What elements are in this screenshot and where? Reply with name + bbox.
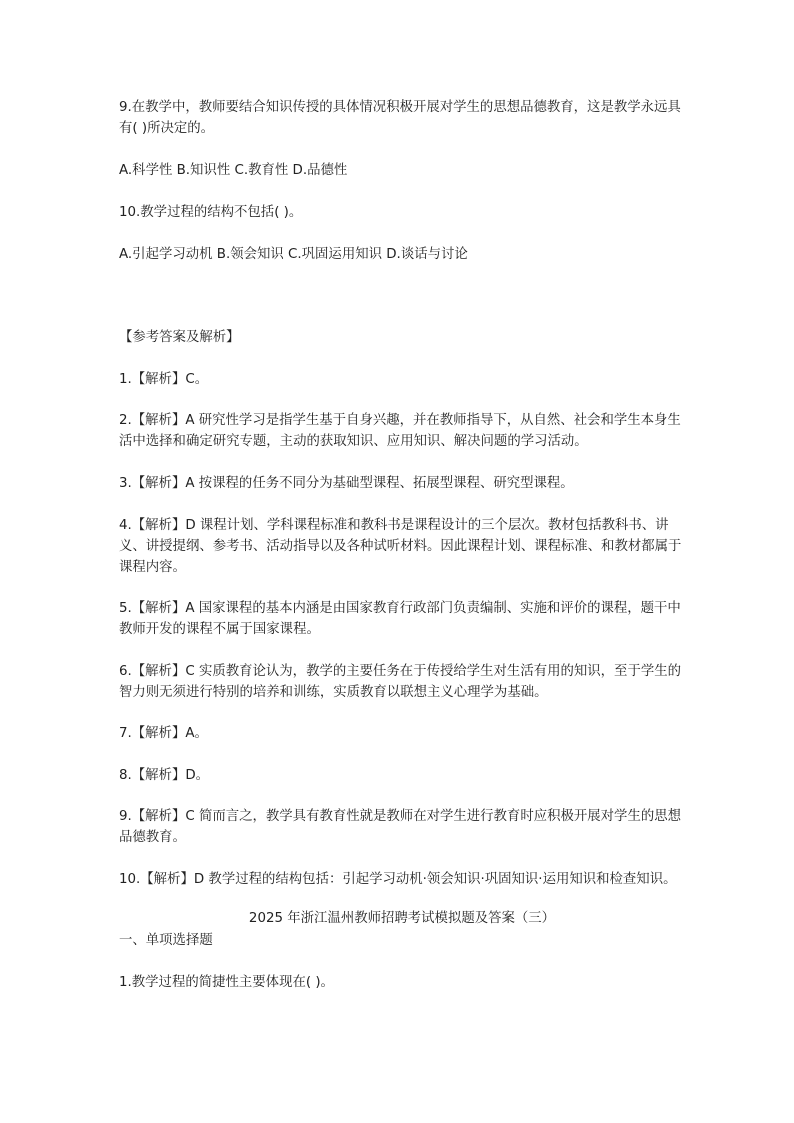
answer-item-9: 9.【解析】C 简而言之，教学具有教育性就是教师在对学生进行教育时应积极开展对学生的思想品德教育。 [119,809,682,845]
answer-item-8: 8.【解析】D。 [119,768,210,783]
section-subtitle: 一、单项选择题 [119,933,213,948]
answer-item-1: 1.【解析】C。 [119,372,209,387]
answer-item-2: 2.【解析】A 研究性学习是指学生基于自身兴趣，并在教师指导下，从自然、社会和学生本身生活中选择和确定研究专题，主动的获取知识、应用知识、解决问题的学习活动。 [119,413,681,449]
answer-item-6: 6.【解析】C 实质教育论认为，教学的主要任务在于传授给学生对生活有用的知识，至于学生的智力则无须进行特别的培养和训练，实质教育以联想主义心理学为基础。 [119,664,682,700]
question-10-stem: 10.教学过程的结构不包括( )。 [119,205,303,220]
answer-item-7: 7.【解析】A。 [119,726,208,741]
next-question-1-stem: 1.教学过程的简捷性主要体现在( )。 [119,975,334,990]
answer-item-4: 4.【解析】D 课程计划、学科课程标准和教科书是课程设计的三个层次。教材包括教科书、讲义、讲授提纲、参考书、活动指导以及各种试听材料。因此课程计划、课程标准、和教材都属于课程内容。 [119,518,682,575]
answers-heading: 【参考答案及解析】 [119,330,240,345]
question-9-stem: 9.在教学中，教师要结合知识传授的具体情况积极开展对学生的思想品德教育，这是教学永远具有( )所决定的。 [119,100,681,136]
answer-item-5: 5.【解析】A 国家课程的基本内涵是由国家教育行政部门负责编制、实施和评价的课程，题干中教师开发的课程不属于国家课程。 [119,601,681,637]
question-10-options: A.引起学习动机 B.领会知识 C.巩固运用知识 D.谈话与讨论 [119,247,468,262]
question-9-options: A.科学性 B.知识性 C.教育性 D.品德性 [119,163,348,178]
answer-item-3: 3.【解析】A 按课程的任务不同分为基础型课程、拓展型课程、研究型课程。 [119,476,574,491]
section-title: 2025 年浙江温州教师招聘考试模拟题及答案（三） [248,911,556,926]
answer-item-10: 10.【解析】D 教学过程的结构包括：引起学习动机·领会知识·巩固知识·运用知识和检查知识。 [119,872,677,887]
